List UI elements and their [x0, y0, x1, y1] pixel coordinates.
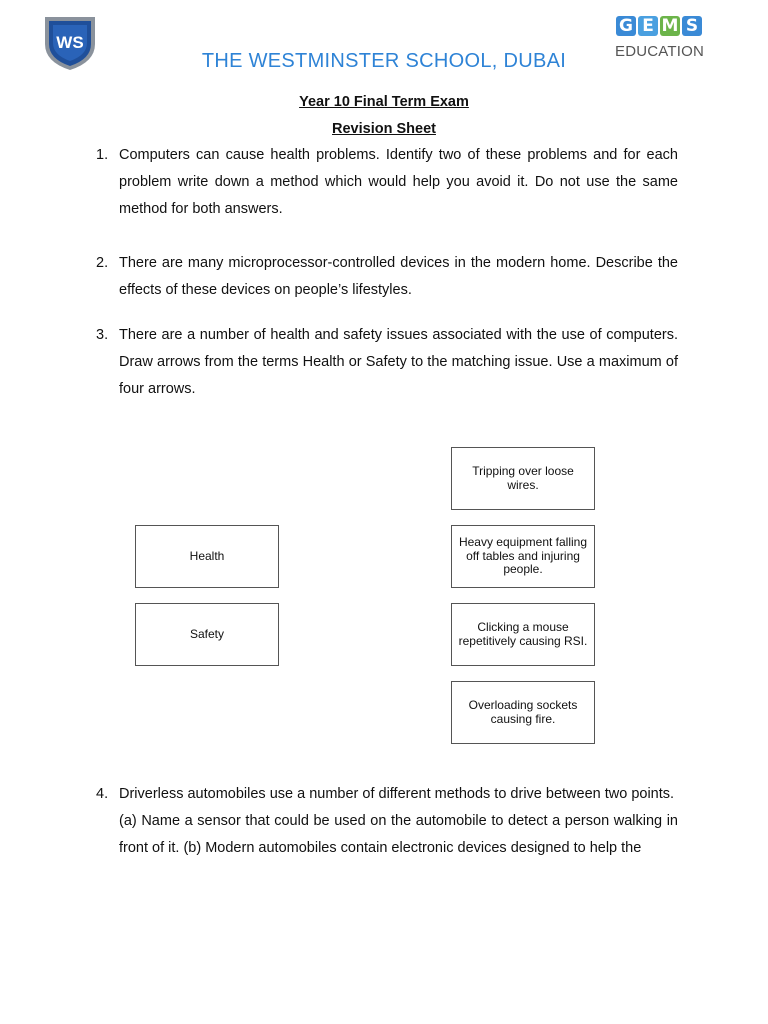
gems-letter-s: S: [682, 16, 702, 36]
question-2: [96, 250, 678, 304]
issue-box-heavy-equipment[interactable]: Heavy equipment falling off tables and injuring people.: [451, 525, 595, 588]
question-number: 1.: [96, 147, 109, 163]
question-number: 3.: [96, 327, 109, 343]
school-name: THE WESTMINSTER SCHOOL, DUBAI: [201, 50, 567, 72]
question-number: 2.: [96, 255, 109, 271]
term-box-health[interactable]: Health: [135, 525, 279, 588]
question-text: There are a number of health and safety issues associated with the use of computers. Draw arrows from the terms Health or Safety to the matching issue. Use a maximum of four arrows.: [119, 327, 678, 397]
revision-sheet-title: Revision Sheet: [332, 121, 436, 137]
question-3: [96, 322, 678, 403]
gems-letter-e: E: [638, 16, 658, 36]
term-box-safety[interactable]: Safety: [135, 603, 279, 666]
issue-box-overloading-sockets[interactable]: Overloading sockets causing fire.: [451, 681, 595, 744]
question-1: [96, 142, 678, 223]
gems-education-text: EDUCATION: [615, 43, 705, 60]
question-text: There are many microprocessor-controlled devices in the modern home. Describe the effects of these devices on people’s lifestyles.: [119, 255, 678, 298]
question-text: Driverless automobiles use a number of different methods to drive between two points.: [119, 786, 675, 802]
question-4: [96, 781, 678, 862]
question-number: 4.: [96, 786, 109, 802]
ws-logo-text: WS: [56, 33, 84, 52]
gems-letter-m: M: [661, 15, 679, 36]
issue-box-rsi[interactable]: Clicking a mouse repetitively causing RSI.: [451, 603, 595, 666]
question-text-b: (a) Name a sensor that could be used on the automobile to detect a person walking in front of it. (b) Modern automobiles contain electronic devices designed to help the: [119, 813, 678, 856]
issue-box-loose-wires[interactable]: Tripping over loose wires.: [451, 447, 595, 510]
question-text: Computers can cause health problems. Identify two of these problems and for each problem write down a method which would help you avoid it. Do not use the same method for both answers.: [119, 147, 678, 217]
gems-education-logo: [612, 14, 708, 66]
exam-title: Year 10 Final Term Exam: [299, 94, 469, 110]
gems-letter-g: G: [616, 16, 636, 36]
